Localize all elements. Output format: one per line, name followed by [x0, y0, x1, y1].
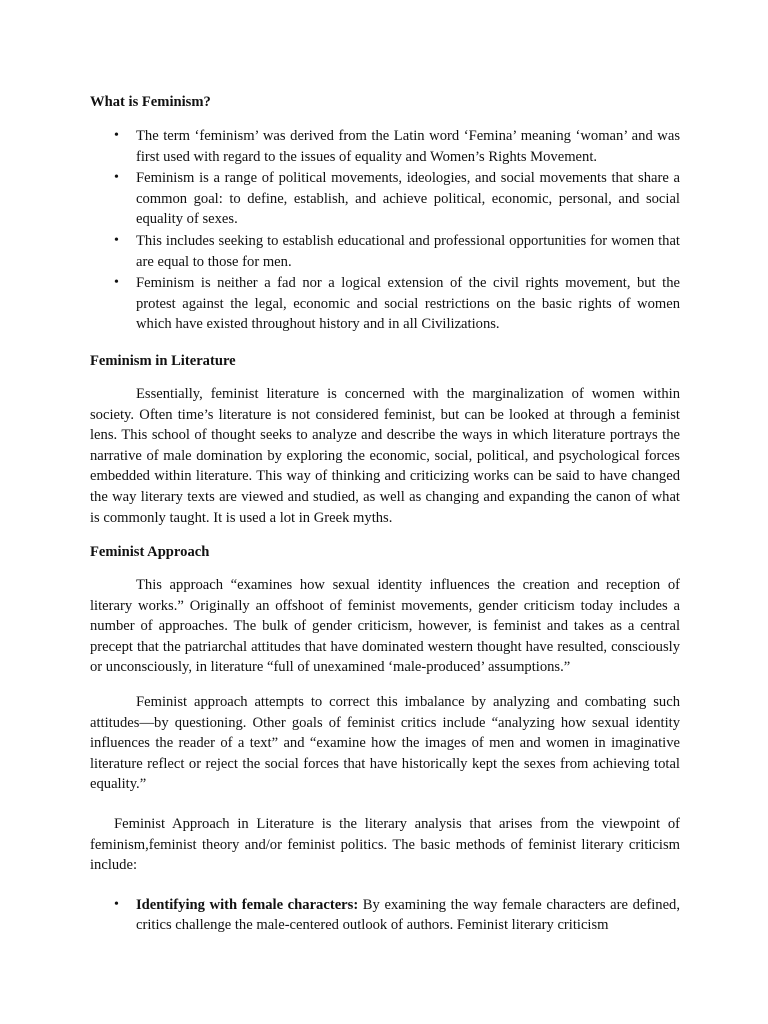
paragraph-approach-goals: Feminist approach attempts to correct this imbalance by analyzing and combating such attitudes—by questioning. Other goals of feminist critics include “analyzing how sexual identity influences the reader of a text” and “examine how the images of men and women in imaginative literature reflect or reject the social forces that have historically kept the sexes from achieving total equality.”	[90, 694, 680, 793]
list-item	[90, 126, 680, 167]
bullet-icon: •	[114, 275, 119, 291]
heading-feminist-approach: Feminist Approach	[90, 544, 210, 561]
list-item	[90, 895, 680, 936]
paragraph-approach-definition: This approach “examines how sexual identity influences the creation and reception of literary works.” Originally an offshoot of feminist movements, gender criticism today includes a number of approaches. The bulk of gender criticism, however, is feminist and takes as a central precept that the patriarchal attitudes that have dominated western thought have resulted, consciously or unconsciously, in literature “full of unexamined ‘male-produced’ assumptions.”	[90, 577, 680, 676]
bullet-icon: •	[114, 128, 119, 143]
bullet-icon: •	[114, 232, 119, 248]
list-item	[90, 231, 680, 272]
feminism-definition-list	[90, 126, 680, 335]
list-item-text: This includes seeking to establish educational and professional opportunities for women that are equal to those for men.	[136, 232, 680, 270]
list-item-text: Feminism is neither a fad nor a logical extension of the civil rights movement, but the protest against the legal, economic and social restrictions on the basic rights of women which have existed throughout history and in all Civilizations.	[136, 275, 680, 333]
method-description: By examining the way female characters are defined, critics challenge the male-centered outlook of authors. Feminist literary criticism	[136, 896, 680, 934]
list-item	[90, 273, 680, 335]
heading-what-is-feminism: What is Feminism?	[90, 94, 211, 110]
method-term: Identifying with female characters:	[136, 896, 359, 913]
paragraph-literary-analysis: Feminist Approach in Literature is the literary analysis that arises from the viewpoint of feminism,feminist theory and/or feminist politics. The basic methods of feminist literary criticism include:	[90, 816, 680, 874]
bullet-icon: •	[114, 896, 119, 912]
bullet-icon: •	[114, 170, 119, 186]
paragraph-feminist-literature: Essentially, feminist literature is concerned with the marginalization of women within society. Often time’s literature is not considered feminist, but can be looked at through a feminist lens. This school of thought seeks to analyze and describe the ways in which literature portrays the narrative of male domination by exploring the economic, social, political, and psychological forces embedded within literature. This way of thinking and criticizing works can be said to have changed the way literary texts are viewed and studied, as well as changing and expanding the canon of what is commonly taught. It is used a lot in Greek myths.	[90, 385, 680, 526]
heading-feminism-in-literature: Feminism in Literature	[90, 352, 236, 369]
list-item-text: Feminism is a range of political movements, ideologies, and social movements that share a common goal: to define, establish, and achieve political, economic, personal, and social equality of sexes.	[136, 170, 680, 228]
list-item	[90, 168, 680, 230]
critical-methods-list	[90, 895, 680, 936]
list-item-text: The term ‘feminism’ was derived from the Latin word ‘Femina’ meaning ‘woman’ and was first used with regard to the issues of equality and Women’s Rights Movement.	[136, 128, 680, 165]
